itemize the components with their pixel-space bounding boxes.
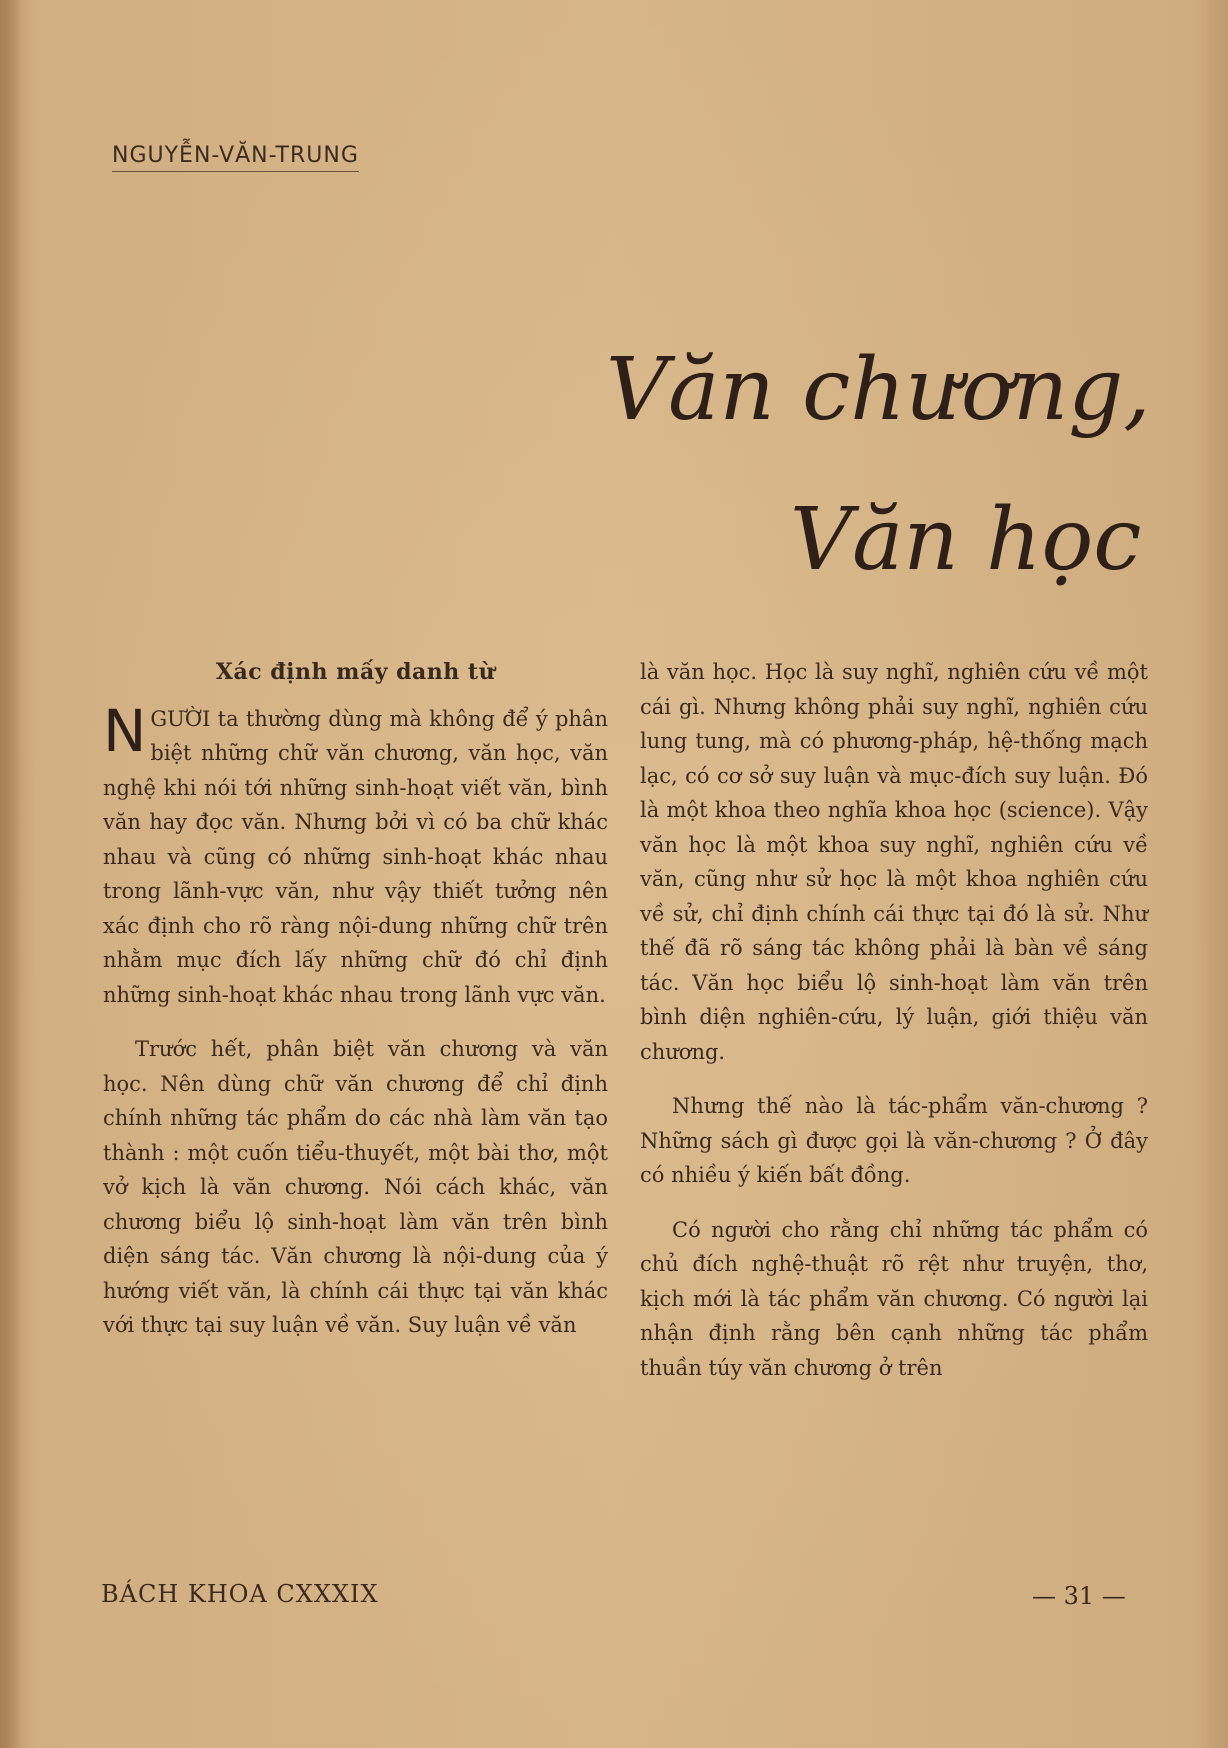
publication-footer: BÁCH KHOA CXXXIX	[101, 1580, 379, 1608]
section-heading: Xác định mấy danh từ	[215, 659, 496, 685]
left-column	[103, 655, 608, 1363]
page-edge-shadow	[0, 0, 22, 1748]
paragraph: Có người cho rằng chỉ những tác phẩm có chủ đích nghệ-thuật rõ rệt như truyện, thơ, kịch mới là tác phẩm văn chương. Có người lại nhận định rằng bên cạnh những tác phẩm thuần túy văn chương ở trên	[640, 1217, 1148, 1380]
article-title-line2: Văn học	[790, 490, 1142, 590]
paragraph-text: GƯỜI ta thường dùng mà không để ý phân biệt những chữ văn chương, văn học, văn nghệ khi nói tới những sinh-hoạt viết văn, bình văn hay đọc văn. Nhưng bởi vì có ba chữ khác nhau và cũng có những sinh-hoạt khác nhau trong lãnh-vực văn, như vậy thiết tưởng nên xác định cho rõ ràng nội-dung những chữ trên nhằm mục đích lấy những chữ đó chỉ định những sinh-hoạt khác nhau trong lãnh vực văn.	[103, 706, 608, 1007]
author-name: NGUYỄN-VĂN-TRUNG	[112, 143, 359, 172]
right-column	[640, 655, 1148, 1405]
article-title-line1: Văn chương,	[606, 340, 1151, 440]
paragraph: là văn học. Học là suy nghĩ, nghiên cứu về một cái gì. Nhưng không phải suy nghĩ, nghiên cứu lung tung, mà có phương-pháp, hệ-thống mạch lạc, có cơ sở suy luận và mục-đích suy luận. Đó là một khoa theo nghĩa khoa học (science). Vậy văn học là một khoa suy nghĩ, nghiên cứu về văn, cũng như sử học là một khoa nghiên cứu về sử, chỉ định chính cái thực tại đó là sử. Như thế đã rõ sáng tác không phải là bàn về sáng tác. Văn học biểu lộ sinh-hoạt làm văn trên bình diện nghiên-cứu, lý luận, giới thiệu văn chương.	[640, 660, 1148, 1064]
paragraph	[103, 696, 608, 1013]
page-number: — 31 —	[1032, 1582, 1126, 1610]
drop-cap: N	[103, 696, 147, 765]
paragraph: Trước hết, phân biệt văn chương và văn học. Nên dùng chữ văn chương để chỉ định chính những tác phẩm do các nhà làm văn tạo thành : một cuốn tiểu-thuyết, một bài thơ, một vở kịch là văn chương. Nói cách khác, văn chương biểu lộ sinh-hoạt làm văn trên bình diện sáng tác. Văn chương là nội-dung của ý hướng viết văn, là chính cái thực tại văn khác với thực tại suy luận về văn. Suy luận về văn	[103, 1037, 608, 1337]
paragraph: Nhưng thế nào là tác-phẩm văn-chương ? Những sách gì được gọi là văn-chương ? Ở đây có nhiều ý kiến bất đồng.	[640, 1094, 1148, 1187]
